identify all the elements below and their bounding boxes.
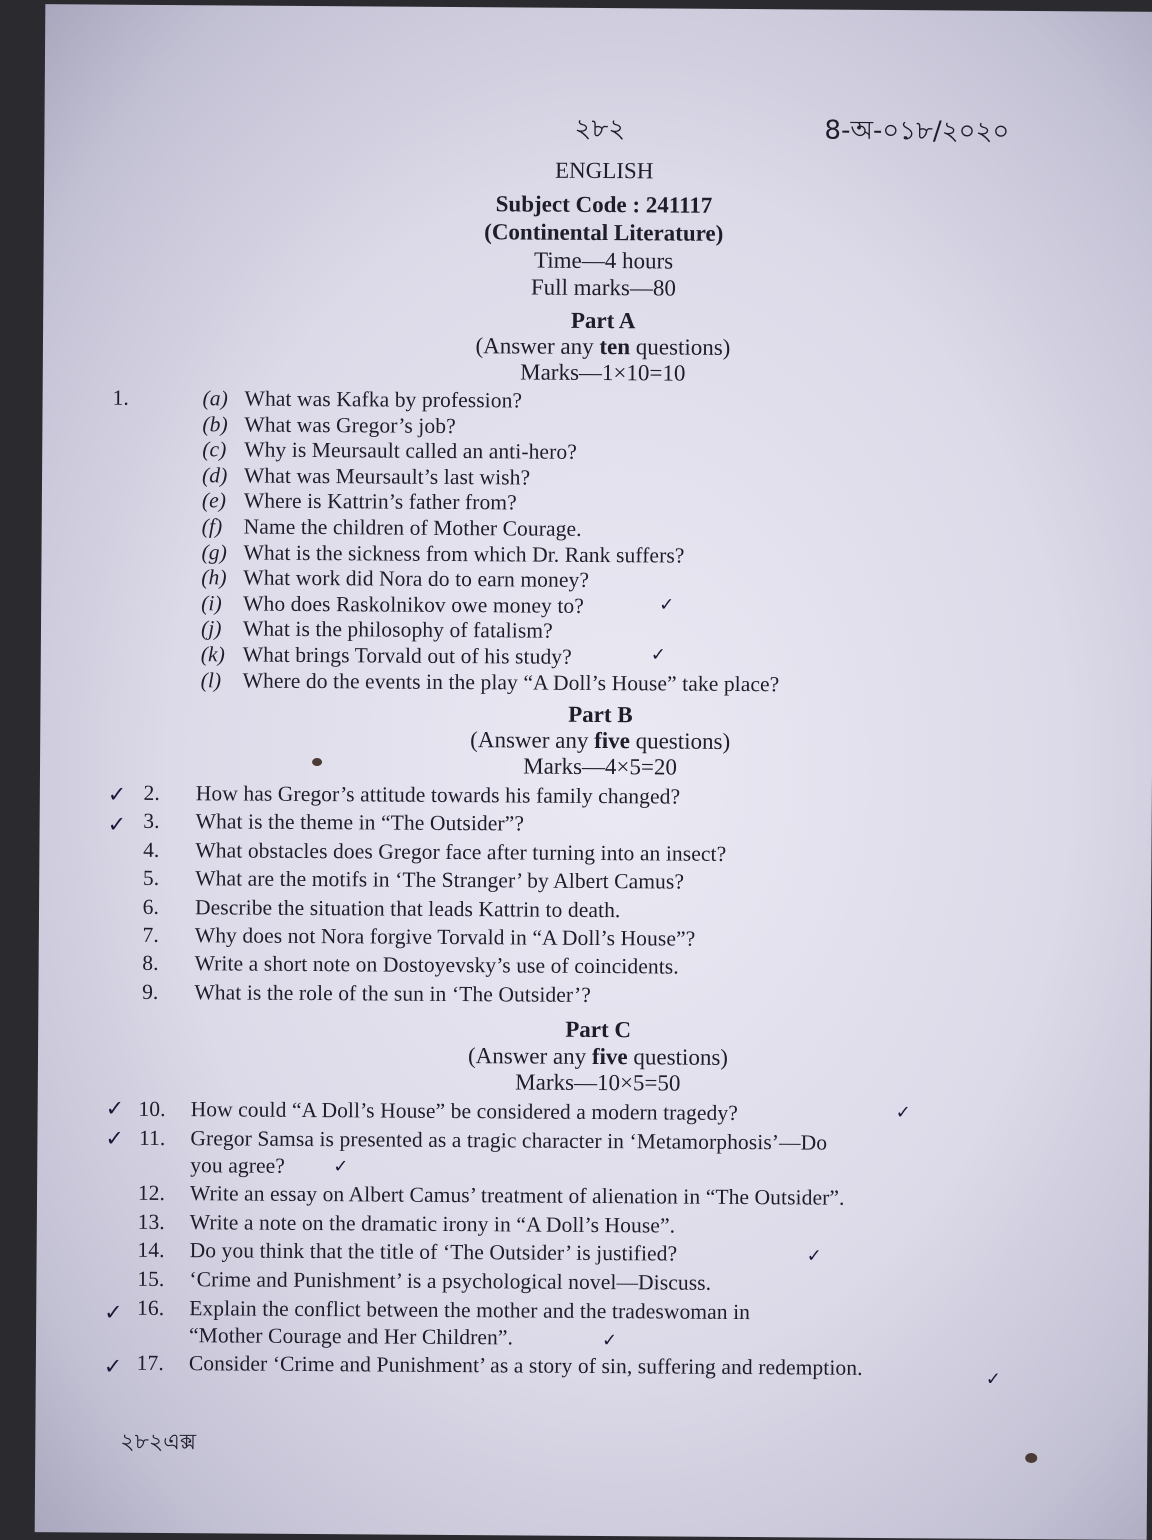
part-b-heading: Part B [568,701,633,728]
pen-tick-icon: ✓ [107,782,127,808]
question-label: (b) [202,411,228,437]
full-marks: Full marks—80 [530,274,676,301]
pen-tick-icon: ✓ [105,1126,124,1152]
question-number: 11. [138,1125,166,1150]
question-number: 14. [137,1238,165,1263]
question-text: What was Gregor’s job? [244,412,456,438]
page-code: ২৮২ [574,113,626,145]
question-label: (f) [201,514,223,539]
question-1-number: 1. [112,385,130,410]
pen-tick-icon: ✓ [895,1102,911,1124]
pen-tick-icon: ✓ [105,1096,125,1122]
part-c-heading: Part C [565,1016,632,1043]
pen-tick-icon: ✓ [333,1156,349,1178]
question-text: What is the sickness from which Dr. Rank suffers? [243,540,685,568]
pen-tick-icon: ✓ [107,812,127,838]
question-text: Do you think that the title of ‘The Outsider’ is justified? [189,1238,678,1266]
question-label: (c) [202,437,227,462]
question-label: (h) [201,565,227,590]
question-text: What is the role of the sun in ‘The Outsider’? [194,979,591,1007]
pen-tick-icon: ✓ [985,1368,1001,1390]
question-number: 4. [143,837,160,862]
subject-code: Subject Code : 241117 [495,191,713,218]
question-label: (l) [200,667,222,692]
question-text: How has Gregor’s attitude towards his family changed? [195,781,681,809]
question-text: What was Kafka by profession? [244,386,523,413]
question-text: Explain the conflict between the mother and the tradeswoman in [189,1295,751,1324]
question-text: Why does not Nora forgive Torvald in “A Doll’s House”? [194,923,696,951]
pen-tick-icon: ✓ [103,1354,123,1380]
question-number: 15. [137,1266,165,1291]
question-number: 5. [142,866,160,891]
question-number: 10. [138,1096,166,1122]
question-text: Name the children of Mother Courage. [243,514,582,541]
pen-tick-icon: ✓ [659,594,675,616]
question-text: Write a note on the dramatic irony in “A Doll’s House”. [189,1209,676,1238]
question-text: What was Meursault’s last wish? [243,463,531,490]
pen-tick-icon: ✓ [650,644,666,666]
part-b-marks: Marks—4×5=20 [523,753,677,780]
question-number: 7. [142,922,159,947]
question-text: ‘Crime and Punishment’ is a psychological novel—Discuss. [189,1267,712,1295]
part-a-instruction: (Answer any ten questions) [475,333,731,360]
reference-code: 8-অ-০১৮/২০২০ [824,115,1010,147]
part-b-instruction: (Answer any five questions) [470,727,731,754]
question-number: 3. [143,809,160,834]
time-allowed: Time—4 hours [533,247,674,274]
question-text: How could “A Doll’s House” be considered a modern tragedy? [190,1097,739,1125]
question-number: 16. [136,1295,165,1320]
question-text-continued: you agree? [190,1152,286,1178]
question-label: (i) [201,591,222,616]
question-text: Describe the situation that leads Kattrin to death. [194,894,621,922]
question-text: Who does Raskolnikov owe money to? [243,591,585,618]
question-label: (d) [201,463,228,488]
part-c-marks: Marks—10×5=50 [515,1069,681,1096]
question-label: (k) [200,642,226,667]
question-number: 2. [143,780,160,805]
pen-tick-icon: ✓ [601,1330,618,1352]
question-text: Where is Kattrin’s father from? [243,488,517,515]
part-a-marks: Marks—1×10=10 [520,359,686,386]
question-label: (e) [201,488,227,513]
paper-name: (Continental Literature) [484,219,724,246]
question-text: Consider ‘Crime and Punishment’ as a story of sin, suffering and redemption. [188,1351,863,1381]
ink-dot [1025,1453,1037,1463]
question-text-continued: “Mother Courage and Her Children”. [188,1322,514,1350]
pen-tick-icon: ✓ [104,1300,123,1326]
question-label: (a) [202,386,229,411]
question-number: 17. [136,1350,164,1376]
question-number: 8. [142,951,159,976]
question-text: Gregor Samsa is presented as a tragic character in ‘Metamorphosis’—Do [190,1125,828,1155]
question-text: What is the theme in “The Outsider”? [195,809,525,836]
question-text: Why is Meursault called an anti-hero? [244,437,577,465]
question-text: What brings Torvald out of his study? [242,642,572,669]
ink-dot [312,758,322,766]
question-number: 13. [137,1209,165,1234]
question-number: 6. [142,894,160,919]
question-text: What are the motifs in ‘The Stranger’ by Albert Camus? [195,866,685,894]
question-text: Write a short note on Dostoyevsky’s use of coincidents. [194,951,679,979]
question-number: 9. [142,979,159,1004]
pen-tick-icon: ✓ [806,1245,822,1267]
question-label: (j) [200,616,222,641]
subject-title: ENGLISH [554,157,654,184]
question-text: What is the philosophy of fatalism? [242,616,553,644]
question-number: 12. [137,1180,166,1206]
part-c-instruction: (Answer any five questions) [467,1043,729,1070]
question-text: What work did Nora do to earn money? [243,565,590,593]
question-text: Write an essay on Albert Camus’ treatment of alienation in “The Outsider”. [189,1181,845,1210]
question-label: (g) [201,539,227,565]
exam-paper [35,4,1152,1540]
question-text: Where do the events in the play “A Doll’s House” take place? [242,668,780,696]
question-text: What obstacles does Gregor face after turning into an insect? [195,838,727,866]
part-a-heading: Part A [570,307,636,334]
footer-code: ২৮২এক্স [120,1429,197,1456]
